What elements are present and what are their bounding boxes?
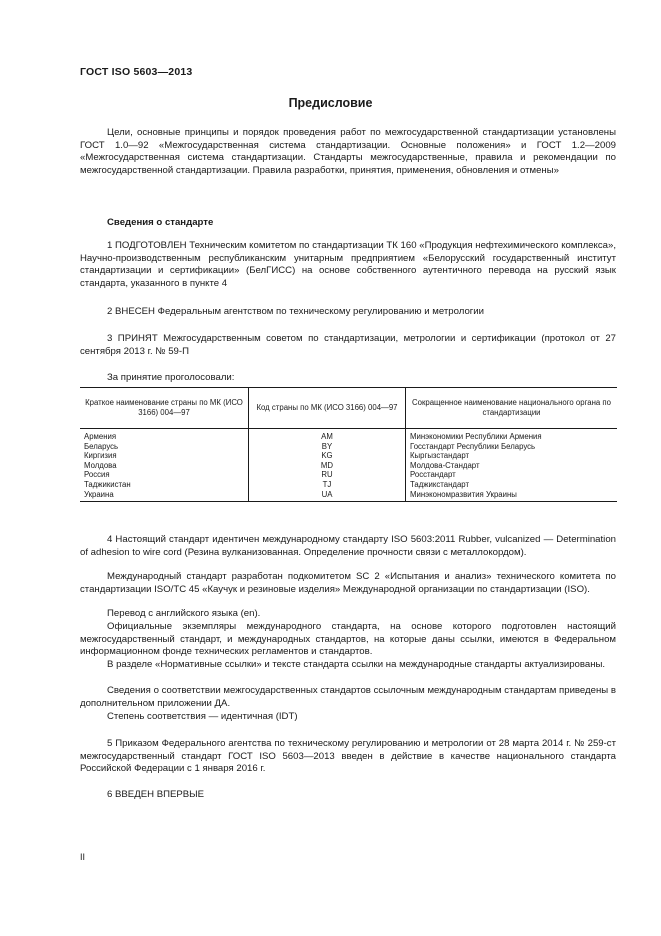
standards-body: Минэкономики Республики Армения [410, 432, 542, 441]
country-code: BY [321, 441, 333, 451]
country-code: KG [321, 451, 333, 461]
standards-body: Кыргызстандарт [410, 451, 470, 461]
country-code: MD [320, 460, 334, 470]
country-name: Молдова [84, 460, 117, 470]
standards-body: Молдова-Стандарт [410, 460, 480, 470]
standards-body-column [406, 429, 618, 502]
table-header-country: Краткое наименование страны по МК (ИСО 3166) 004—97 [80, 388, 249, 429]
country-name: Таджикистан [84, 479, 131, 489]
standards-body: Госстандарт Республики Беларусь [410, 441, 536, 451]
item-4-subparagraph-degree: Степень соответствия — идентичная (IDT) [107, 711, 298, 722]
section-subheading: Сведения о стандарте [107, 217, 214, 228]
standards-body: Минэкономразвития Украины [410, 489, 517, 499]
item-3-paragraph: 3 ПРИНЯТ Межгосударственным советом по стандартизации, метрологии и сертификации (протокол от 27 сентября 2013 г. № 59-П [80, 333, 616, 357]
item-6-paragraph: 6 ВВЕДЕН ВПЕРВЫЕ [107, 789, 205, 800]
item-4-subparagraph-references: В разделе «Нормативные ссылки» и тексте стандарта ссылки на международные стандарты актуализированы. [107, 659, 606, 670]
item-5-paragraph: 5 Приказом Федерального агентства по техническому регулированию и метрологии от 28 марта 2014 г. № 259-ст межгосударственный стандарт ГОСТ ISO 5603—2013 введен в действие в качестве национального стандарта Российской Федерации с 1 января 2016 г. [80, 738, 616, 775]
item-4-subparagraph-sc2: Международный стандарт разработан подкомитетом SC 2 «Испытания и анализ» технического комитета по стандартизации ISO/TC 45 «Каучук и резиновые изделия» Международной организации по стандартизации (ISO). [80, 571, 616, 595]
country-name: Украина [84, 489, 114, 499]
item-1-paragraph: 1 ПОДГОТОВЛЕН Техническим комитетом по стандартизации ТК 160 «Продукция нефтехимического комплекса», Научно-производственным республиканским унитарным предприятием «Белорусский государственный институт стандартизации и сертификации» (БелГИСС) на основе собственного аутентичного перевода на русский язык стандарта, указанного в пункте 4 [80, 240, 616, 289]
table-row [80, 429, 617, 502]
table-header-row [80, 388, 617, 429]
item-4-subparagraph-official-copies: Официальные экземпляры международного стандарта, на основе которого подготовлен настоящий межгосударственный стандарт, и международных стандартов, на которые даны ссылки, имеются в Федеральном информационном фонде технических регламентов и стандартов. [80, 621, 616, 658]
country-name: Беларусь [84, 441, 119, 451]
country-name: Россия [84, 470, 110, 480]
standards-body: Таджикстандарт [410, 479, 470, 489]
item-4-paragraph: 4 Настоящий стандарт идентичен международному стандарту ISO 5603:2011 Rubber, vulcanized — Determination of adhesion to wire cord (Резина вулканизованная. Определение прочности связи с металлокордом). [80, 534, 616, 558]
standards-body: Росстандарт [410, 470, 456, 480]
vote-intro: За принятие проголосовали: [107, 372, 235, 383]
country-name: Киргизия [84, 451, 117, 461]
item-4-subparagraph-correspondence: Сведения о соответствии межгосударственных стандартов ссылочным международным стандартам приведены в дополнительном приложении ДА. [80, 685, 616, 709]
page-number: II [80, 852, 86, 862]
document-code-header: ГОСТ ISO 5603—2013 [80, 66, 193, 78]
intro-paragraph: Цели, основные принципы и порядок проведения работ по межгосударственной стандартизации установлены ГОСТ 1.0—92 «Межгосударственная система стандартизации. Основные положения» и ГОСТ 1.2—2009 «Межгосударственная система стандартизации. Стандарты межгосударственные, правила и рекомендации по межгосударственной стандартизации. Правила разработки, принятия, применения, обновления и отмены» [80, 127, 616, 176]
item-4-subparagraph-translation: Перевод с английского языка (en). [107, 608, 261, 619]
country-code: TJ [322, 479, 332, 489]
code-column [249, 429, 406, 502]
voting-table [80, 387, 617, 502]
table-header-code: Код страны по МК (ИСО 3166) 004—97 [249, 388, 406, 429]
country-code: UA [321, 489, 333, 499]
item-2-paragraph: 2 ВНЕСЕН Федеральным агентством по техническому регулированию и метрологии [107, 306, 485, 317]
country-name: Армения [84, 432, 117, 441]
country-column [80, 429, 249, 502]
table-header-body: Сокращенное наименование национального органа по стандартизации [406, 388, 618, 429]
country-code: RU [321, 470, 333, 480]
page-title: Предисловие [288, 96, 373, 110]
country-code: AM [321, 432, 333, 441]
